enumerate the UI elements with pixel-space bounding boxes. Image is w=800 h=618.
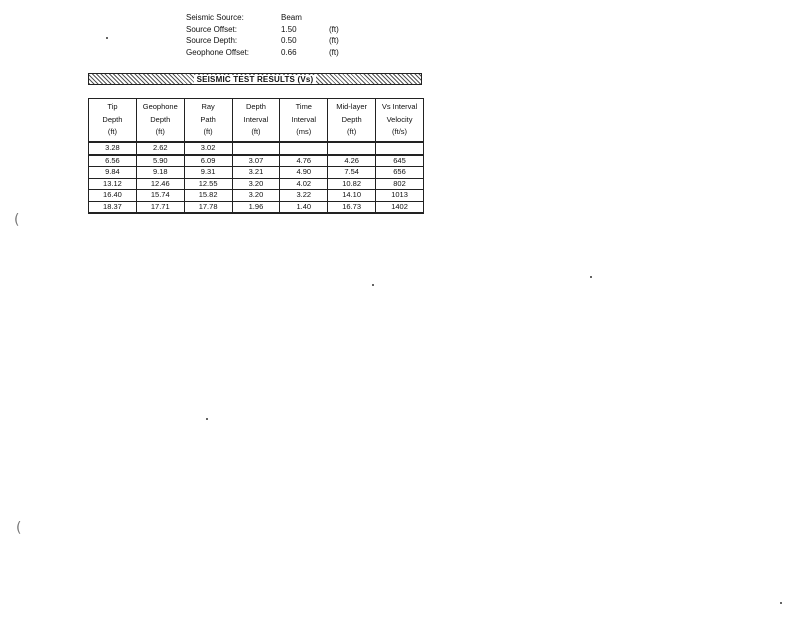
param-value: 0.50 — [281, 36, 297, 45]
table-cell: 1013 — [376, 190, 424, 202]
table-cell: 645 — [376, 155, 424, 167]
table-cell — [328, 142, 376, 155]
col-header-vs-velocity: Vs Interval Velocity (ft/s) — [376, 99, 424, 143]
table-row — [89, 155, 424, 167]
param-unit: (ft) — [329, 24, 339, 34]
col-header-depth-interval: Depth Interval (ft) — [232, 99, 280, 143]
table-cell: 4.02 — [280, 178, 328, 190]
table-cell: 10.82 — [328, 178, 376, 190]
table-cell: 9.18 — [136, 167, 184, 179]
param-unit — [329, 12, 359, 24]
param-label: Source Offset: — [186, 24, 237, 34]
table-row — [89, 201, 424, 213]
table-cell: 6.56 — [89, 155, 137, 167]
table-cell: 5.90 — [136, 155, 184, 167]
table-cell — [280, 142, 328, 155]
param-row — [186, 35, 359, 47]
results-banner — [88, 73, 422, 85]
col-header-ray-path: Ray Path (ft) — [184, 99, 232, 143]
scan-speck — [780, 602, 782, 604]
table-row — [89, 167, 424, 179]
table-cell: 3.20 — [232, 190, 280, 202]
param-row — [186, 24, 359, 36]
param-value: Beam — [281, 13, 302, 22]
table-cell: 3.28 — [89, 142, 137, 155]
param-unit: (ft) — [329, 47, 339, 57]
param-value: 0.66 — [281, 47, 297, 57]
table-cell: 7.54 — [328, 167, 376, 179]
table-cell: 18.37 — [89, 201, 137, 213]
table-cell: 12.55 — [184, 178, 232, 190]
param-label: Geophone Offset: — [186, 47, 250, 57]
table-cell: 3.02 — [184, 142, 232, 155]
table-cell: 12.46 — [136, 178, 184, 190]
table-cell: 16.40 — [89, 190, 137, 202]
table-cell: 802 — [376, 178, 424, 190]
scan-speck — [590, 276, 592, 278]
param-row — [186, 12, 359, 24]
page-edge-mark: ( — [14, 212, 20, 228]
table-cell: 4.76 — [280, 155, 328, 167]
table-cell: 15.82 — [184, 190, 232, 202]
table-cell: 9.84 — [89, 167, 137, 179]
table-cell: 1.96 — [232, 201, 280, 213]
table-row — [89, 142, 424, 155]
table-cell: 3.22 — [280, 190, 328, 202]
table-cell: 3.07 — [232, 155, 280, 167]
table-cell: 3.20 — [232, 178, 280, 190]
table-cell: 13.12 — [89, 178, 137, 190]
table-cell: 4.90 — [280, 167, 328, 179]
table-cell: 4.26 — [328, 155, 376, 167]
table-cell: 3.21 — [232, 167, 280, 179]
param-label: Seismic Source: — [186, 13, 244, 22]
table-cell: 9.31 — [184, 167, 232, 179]
col-header-geophone-depth: Geophone Depth (ft) — [136, 99, 184, 143]
table-cell: 1402 — [376, 201, 424, 213]
col-header-tip-depth: Tip Depth (ft) — [89, 99, 137, 143]
param-value: 1.50 — [281, 24, 297, 34]
scan-speck — [106, 37, 108, 39]
param-unit: (ft) — [329, 36, 339, 45]
scan-speck — [372, 284, 374, 286]
table-cell: 656 — [376, 167, 424, 179]
table-cell: 6.09 — [184, 155, 232, 167]
test-parameters — [186, 12, 359, 58]
table-cell: 17.71 — [136, 201, 184, 213]
col-header-time-interval: Time Interval (ms) — [280, 99, 328, 143]
table-cell: 16.73 — [328, 201, 376, 213]
table-cell: 14.10 — [328, 190, 376, 202]
table-cell: 2.62 — [136, 142, 184, 155]
table-cell: 17.78 — [184, 201, 232, 213]
table-row — [89, 178, 424, 190]
header-row — [89, 99, 424, 143]
param-row — [186, 47, 359, 59]
table-cell — [232, 142, 280, 155]
table-row — [89, 190, 424, 202]
col-header-mid-layer-depth: Mid-layer Depth (ft) — [328, 99, 376, 143]
scan-speck — [206, 418, 208, 420]
table-cell: 1.40 — [280, 201, 328, 213]
param-label: Source Depth: — [186, 36, 238, 45]
table-cell — [376, 142, 424, 155]
banner-title: SEISMIC TEST RESULTS (Vs) — [194, 75, 317, 84]
page-edge-mark: ( — [16, 520, 22, 536]
table-cell: 15.74 — [136, 190, 184, 202]
seismic-results-table — [88, 98, 424, 214]
